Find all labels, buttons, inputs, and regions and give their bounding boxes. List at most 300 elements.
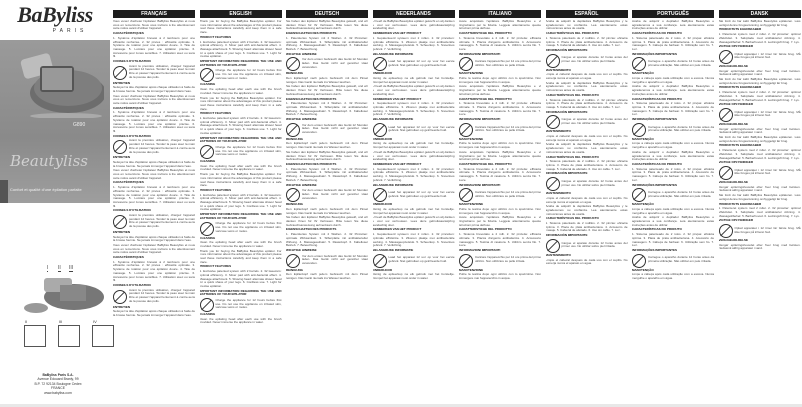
language-column — [459, 10, 541, 405]
language-heading: DANSK — [719, 10, 801, 18]
paragraph: Avant la première utilisation, chargez l'appareil pendant 12 heures. Tendez la peau avec la main libre et passez l'appareil lentement à contre-sens de la pousse des poils. — [129, 213, 195, 229]
section-heading: MANTENIMIENTO — [545, 67, 571, 72]
paragraph: Charge the appliance for 12 hours before first use. Do not use the appliance on irritated skin, varicose veins or moles. — [215, 298, 282, 310]
warning-block — [373, 254, 455, 268]
section-heading: PRODUKTETS EGENSKABER — [718, 143, 762, 148]
column-body — [286, 20, 368, 281]
prohibited-icon — [373, 57, 387, 71]
paragraph: Vor dem ersten Gebrauch das Gerät 12 Stunden laden. Das Gerät nicht auf gereizter Haut verwenden. — [302, 188, 368, 200]
paragraph: Charge the appliance for 12 hours before first use. Do not use the appliance on irritated skin, varicose veins or moles. — [215, 144, 282, 157]
section-heading: CARACTÉRISTIQUES — [113, 31, 144, 36]
prohibited-icon — [286, 123, 300, 137]
section-heading: INFORMAÇÕES IMPORTANTES — [632, 51, 677, 56]
section-heading: ONDERHOUD — [372, 202, 393, 207]
paragraph: U heeft de BaByliss Beautyliss epilator gekocht en wij danken u voor uw vertrouwen. Lees deze gebruiksaanwijzing aandachtig door. — [372, 84, 455, 96]
paragraph: Oplad apparatet i 12 timer før første brug. Må ikke bruges på irriteret hud. — [734, 167, 801, 176]
diagram-label: II — [58, 265, 61, 271]
paragraph: Limpe a cabeça após cada utilização com a escova. Nunca mergulhe o aparelho em água. — [632, 272, 714, 281]
paragraph: Acaba de adquirir o depilador BaByliss Beautyliss e agradecemos a sua confiança. Leia atentamente estas instruções antes de utilizar. — [632, 19, 714, 31]
paragraph: Clean the epilating head after each use with the brush provided. Never immerse the appliance in water. — [199, 163, 282, 172]
section-heading: VEDLIGEHOLDELSE — [718, 121, 749, 126]
paragraph: Avant la première utilisation, chargez l'appareil pendant 12 heures. Tendez la peau avec la main libre et passez l'appareil lentement à contre-sens de la pousse des poils. — [129, 63, 195, 79]
product-name: Beautyliss — [10, 152, 88, 170]
prohibited-icon — [200, 68, 214, 82]
paragraph: Limpie el cabezal después de cada uso con el cepillo. No sumerja nunca el aparato en agua. — [545, 72, 628, 81]
paragraph: Pulire la testina dopo ogni utilizzo con lo spazzolino. Non immergere mai l'apparecchio in acqua. — [459, 141, 541, 150]
section-heading: BELANGRIJKE INFORMATIE — [372, 182, 414, 187]
website-link[interactable]: www.babyliss.com — [44, 390, 72, 395]
brush-box: IV — [92, 325, 114, 347]
prohibited-icon — [200, 222, 214, 236]
paragraph: Vous venez d'acheter l'épilateur BaByliss Beautyliss et nous vous en remercions. Nous vous invitons à lire attentivement cette notice avant d'utiliser l'appareil. — [113, 168, 195, 180]
product-diagram — [22, 275, 108, 315]
paragraph: Carregue o aparelho durante 12 horas antes da primeira utilização. Não utilizar em pele irritada. — [648, 255, 714, 264]
section-heading: CARACTERÍSTICAS DEL PRODUCTO — [545, 31, 599, 36]
section-heading: INFORMAZIONI IMPORTANTI — [459, 182, 501, 187]
paragraph: Carregue o aparelho durante 12 horas antes da primeira utilização. Não utilizar em pele irritada. — [648, 59, 714, 67]
section-heading: ENTRETIEN — [113, 304, 131, 309]
section-heading: MANUTENZIONE — [459, 71, 484, 76]
section-heading: MANUTENZIONE — [459, 136, 484, 141]
prohibited-icon — [200, 145, 214, 159]
warning-block — [373, 188, 455, 202]
warning-block — [719, 50, 801, 64]
section-heading: PRODUCT FEATURES — [199, 111, 232, 116]
paragraph: Acaba de adquirir la depiladora BaByliss Beautyliss y le agradecemos su confianza. Lea atentamente estas instrucciones antes de usarla. — [545, 80, 628, 93]
paragraph: Sie haben den Epilierer BaByliss Beautyliss gekauft, und wir danken Ihnen für Ihr Vertrauen. Bitte lesen Sie diese Gebrauchsanweisung aufmerksam durch. — [286, 149, 368, 162]
section-heading: MANUTENÇÃO — [632, 71, 654, 76]
paragraph: 1. Sistema patenteado de 2 rolos. 2. 32 pinças: eficácia óptima. 3. Placa de prata antibacteriana. 4. Acessório de massagem. 5. Cabeça de barbear. 6. Utilização sem fio. 7. Luz. — [632, 101, 714, 117]
section-heading: CARACTÉRISTIQUES — [113, 255, 144, 260]
column-body — [719, 20, 801, 251]
paragraph: 1. Sistema patentado de 2 rodillos. 2. 32 pinzas: eficacia óptima. 3. Placa de plata antibacteriana. 4. Accesorio de masaje. 5. Cabezal de afeitado. 6. Uso sin cable. 7. Luz. — [545, 97, 628, 109]
paragraph: Vor dem ersten Gebrauch das Gerät 12 Stunden laden. Das Gerät nicht auf gereizter Haut verwenden. — [302, 57, 368, 69]
tagline: Confort et qualité d'une épilation parfaite — [10, 187, 82, 192]
warning-block — [200, 68, 282, 82]
prohibited-icon — [373, 123, 387, 137]
section-heading: CARACTERÍSTICAS DO PRODUTO — [632, 96, 682, 101]
paragraph: Tak fordi du har købt BaByliss Beautyliss epilatoren. Læs venligst denne brugsanvisning omhyggeligt før brug. — [718, 19, 801, 27]
paragraph: 1. Système d'épilation breveté à 2 tambours pour une efficacité renforcée. 2. 32 pinces : efficacité optimale. 3. Système de rotation pour une épilation douce. 4. Tête de massage. 5. Lumière pour une épilation précise. 6. Accessoire pour zones sensibles. 7. Utilisation avec ou sans fil. — [113, 185, 195, 208]
section-heading: PRODUKTETS EGENSKABER — [718, 85, 762, 90]
section-heading: CONSEILS D'UTILISATION — [113, 133, 151, 138]
paragraph: Laad het apparaat 12 uur op voor het eerste gebruik. Niet gebruiken op geïrriteerde huid. — [388, 190, 455, 198]
section-heading: KENMERKEN VAN HET PRODUCT — [372, 31, 422, 36]
paragraph: 1. Sistema patentado de 2 rodillos. 2. 32 pinzas: eficacia óptima. 3. Placa de plata antibacteriana. 4. Accesorio de masaje. 5. Cabezal de afeitado. 6. Uso sin cable. 7. Luz. — [545, 35, 628, 48]
paragraph: 1. Patentiertes System mit 2 Walzen. 2. 32 Pinzetten: optimale Wirksamkeit. 3. Silberplatte mit antibakterieller Wirkung. 4. Massageaufsatz. 5. Rasierkopf. 6. Kabelloser Betrieb. 7. Beleuchtung. — [286, 35, 368, 51]
section-heading: BELANGRIJKE INFORMATIE — [372, 51, 414, 56]
paragraph: 1. Exclusive patented system with 2 barrels. 2. 32 tweezers: optimal efficiency. 3. Silver pad with anti-bacterial effect. 4. Massage attachment. 5. Shaving head: alternate shaver head for a quick shave of your legs. 6. Cordless use. 7. Light for precise epilation. — [199, 39, 282, 59]
warning-block — [459, 123, 541, 137]
paragraph: U heeft de BaByliss Beautyliss epilator gekocht en wij danken u voor uw vertrouwen. Lees deze gebruiksaanwijzing aandachtig door. — [372, 215, 455, 227]
paragraph: 1. Sistema brevettato a 2 rulli. 2. 32 pinzette: efficacia ottimale. 3. Placca d'argento antibatterica. 4. Accessorio massaggio. 5. Testina di rasatura. 6. Utilizzo senza filo. 7. Luce. — [459, 232, 541, 248]
side-accent — [0, 180, 8, 203]
column-body — [632, 20, 714, 281]
warning-block — [459, 188, 541, 202]
section-heading: PRODUKTETS EGENSKABER — [718, 201, 762, 206]
paragraph: Rengør epileringshovedet efter hver brug med børsten. Nedsænk aldrig apparatet i vand. — [718, 184, 801, 193]
paragraph: Limpie el cabezal después de cada uso con el cepillo. No sumerja nunca el aparato en agua. — [545, 257, 628, 266]
paragraph: Tak fordi du har købt BaByliss Beautyliss epilatoren. Læs venligst denne brugsanvisning omhyggeligt før brug. — [718, 193, 801, 201]
paragraph: Avant la première utilisation, chargez l'appareil pendant 12 heures. Tendez la peau avec la main libre et passez l'appareil lentement à contre-sens de la pousse des poils. — [129, 138, 195, 154]
paragraph: Nettoyez la tête d'épilation après chaque utilisation à l'aide de la brosse fournie. Ne jamais immerger l'appareil dans l'eau. — [113, 309, 195, 317]
warning-block — [373, 57, 455, 71]
prohibited-icon — [719, 224, 733, 238]
warning-block — [546, 239, 628, 253]
paragraph: Oplad apparatet i 12 timer før første brug. Må ikke bruges på irriteret hud. — [734, 51, 801, 60]
company-address: BaByliss Paris S.A. Avenue Edouard Branly, 99 B.P. 72 92134 Boulogne Cedex FRANCE www.babyliss.com — [10, 373, 106, 395]
section-heading: EIGENSCHAFTEN DES PRODUKTS — [286, 31, 337, 36]
paragraph: Avete acquistato l'epilatore BaByliss Beautyliss e vi ringraziamo per la fiducia. Leggete attentamente queste istruzioni prima dell'uso. — [459, 149, 541, 162]
paragraph: 1. Sistema patentado de 2 rodillos. 2. 32 pinzas: eficacia óptima. 3. Placa de plata antibacteriana. 4. Accesorio de masaje. 5. Cabezal de afeitado. 6. Uso sin cable. 7. Luz. — [545, 221, 628, 233]
paragraph: Nettoyez la tête d'épilation après chaque utilisation à l'aide de la brosse fournie. Ne jamais immerger l'appareil dans l'eau. — [113, 85, 195, 93]
section-heading: CARACTERÍSTICAS DEL PRODUCTO — [545, 92, 599, 97]
warning-block — [632, 57, 714, 71]
paragraph: Acaba de adquirir la depiladora BaByliss Beautyliss y le agradecemos su confianza. Lea atentamente estas instrucciones antes de usarla. — [545, 142, 628, 154]
section-heading: CONSEILS D'UTILISATION — [113, 59, 151, 64]
paragraph: 1. Patenteret system med 2 ruller. 2. 32 pincetter: optimal effektivitet. 3. Sølvplade med antibakteriel virkning. 4. Massagetilbehør. 5. Barberhoved. 6. Ledningsfri brug. 7. Lys. — [718, 148, 801, 160]
language-heading: ESPAÑOL — [546, 10, 628, 18]
warning-block — [113, 289, 195, 305]
section-heading: MANUTENÇÃO — [632, 136, 654, 141]
prohibited-icon — [546, 115, 560, 129]
warning-block — [719, 166, 801, 180]
prohibited-icon — [286, 57, 300, 71]
section-heading: MANUTENÇÃO — [632, 267, 654, 272]
paragraph: Cargue el aparato durante 12 horas antes del primer uso. No utilizar sobre piel irritada. — [561, 55, 628, 64]
prohibited-icon — [459, 188, 473, 202]
paragraph: 1. Exclusive patented system with 2 barrels. 2. 32 tweezers: optimal efficiency. 3. Silver pad with anti-bacterial effect. 4. Massage attachment. 5. Shaving head: alternate shaver head for a quick shave of your legs. 6. Cordless use. 7. Light for precise epilation. — [199, 192, 282, 212]
section-heading: VEDLIGEHOLDELSE — [718, 63, 749, 68]
section-heading: REINIGUNG — [286, 71, 304, 76]
section-heading: MANUTENÇÃO — [632, 202, 654, 207]
paragraph: Caricare l'apparecchio per 12 ore prima del primo utilizzo. Non utilizzare su pelle irritata. — [475, 124, 541, 133]
column-body — [113, 20, 195, 318]
prohibited-icon — [286, 188, 300, 202]
section-heading: WICHTIGE HINWEISE — [286, 247, 317, 252]
paragraph: Reinig de epileerkop na elk gebruik met het borsteltje. Dompel het apparaat nooit onder in water. — [372, 272, 455, 281]
prohibited-icon — [373, 254, 387, 268]
language-column — [546, 10, 628, 405]
prohibited-icon — [113, 66, 127, 80]
section-heading: CLEANING — [199, 158, 216, 163]
paragraph: Clean the epilating head after each use with the brush provided. Never immerse the appliance in water. — [199, 87, 282, 95]
section-heading: VEDLIGEHOLDELSE — [718, 179, 749, 184]
section-heading: INFORMACIÓN IMPORTANTE — [545, 171, 588, 176]
language-column — [719, 10, 801, 405]
paragraph: Thank you for buying the BaByliss Beautyliss epilator. For more information about the advantages of this product please read these instructions carefully and keep them in a safe place. — [199, 19, 282, 35]
section-heading: CLEANING — [199, 235, 216, 240]
section-heading: ENTRETIEN — [113, 155, 131, 160]
prohibited-icon — [459, 123, 473, 137]
paragraph: Laad het apparaat 12 uur op voor het eerste gebruik. Niet gebruiken op geïrriteerde huid. — [388, 255, 455, 264]
prohibited-icon — [200, 298, 214, 312]
section-heading: CARACTERÍSTICAS DO PRODUTO — [632, 227, 682, 232]
section-heading: IMPORTANT INFORMATION REGARDING THE USE AND BATTERIES OF YOUR EPILATOR — [199, 59, 282, 67]
warning-block — [113, 214, 195, 230]
section-heading: VEDLIGEHOLDELSE — [718, 238, 749, 243]
section-heading: INFORMAÇÕES IMPORTANTES — [632, 182, 677, 187]
prohibited-icon — [632, 123, 646, 137]
section-heading: INFORMACIÓN IMPORTANTE — [545, 47, 588, 52]
section-heading: CARATTERISTICHE DEL PRODOTTO — [459, 31, 512, 36]
prohibited-icon — [719, 108, 733, 122]
section-heading: MANTENIMIENTO — [545, 129, 571, 134]
paragraph: 1. Patenteret system med 2 ruller. 2. 32 pincetter: optimal effektivitet. 3. Sølvplade med antibakteriel virkning. 4. Massagetilbehør. 5. Barberhoved. 6. Ledningsfri brug. 7. Lys. — [718, 206, 801, 218]
section-heading: IMPORTANT INFORMATION REGARDING THE USE AND BATTERIES OF YOUR EPILATOR — [199, 135, 282, 144]
paragraph: Avete acquistato l'epilatore BaByliss Beautyliss e vi ringraziamo per la fiducia. Leggete attentamente queste istruzioni prima dell'uso. — [459, 19, 541, 31]
paragraph: Avant la première utilisation, chargez l'appareil pendant 12 heures. Tendez la peau avec la main libre et passez l'appareil lentement à contre-sens de la pousse des poils. — [129, 287, 195, 303]
paragraph: Rengør epileringshovedet efter hver brug med børsten. Nedsænk aldrig apparatet i vand. — [718, 126, 801, 135]
charger-box: II — [24, 325, 46, 347]
warning-block — [286, 57, 368, 71]
section-heading: ONDERHOUD — [372, 71, 393, 76]
model-number: G890 — [73, 122, 86, 128]
column-body — [200, 20, 282, 325]
prohibited-icon — [632, 254, 646, 268]
paragraph: Limpie el cabezal después de cada uso con el cepillo. No sumerja nunca el aparato en agua. — [545, 195, 628, 204]
paragraph: Thank you for buying the BaByliss Beautyliss epilator. For more information about the advantages of this product please read these instructions carefully and keep them in a safe place. — [199, 248, 282, 264]
warning-block — [373, 123, 455, 137]
section-heading: VIGTIGE OPLYSNINGER — [718, 218, 754, 223]
section-heading: CARACTERÍSTICAS DEL PRODUCTO — [545, 216, 599, 221]
paragraph: Cargue el aparato durante 12 horas antes del primer uso. No utilizar sobre piel irritada. — [561, 240, 628, 249]
section-heading: KENMERKEN VAN HET PRODUCT — [372, 161, 422, 166]
paragraph: Den Epilierkopf nach jedem Gebrauch mit dem Pinsel reinigen. Das Gerät niemals ins Wasser tauchen. — [286, 76, 368, 84]
paragraph: Acaba de adquirir la depiladora BaByliss Beautyliss y le agradecemos su confianza. Lea atentamente estas instrucciones antes de usarla. — [545, 19, 628, 31]
paragraph: Pulire la testina dopo ogni utilizzo con lo spazzolino. Non immergere mai l'apparecchio in acqua. — [459, 272, 541, 281]
section-heading: REINIGUNG — [286, 202, 304, 207]
paragraph: Sie haben den Epilierer BaByliss Beautyliss gekauft, und wir danken Ihnen für Ihr Vertrauen. Bitte lesen Sie diese Gebrauchsanweisung aufmerksam durch. — [286, 84, 368, 96]
paragraph: Rengør epileringshovedet efter hver brug med børsten. Nedsænk aldrig apparatet i vand. — [718, 242, 801, 251]
paragraph: Laad het apparaat 12 uur op voor het eerste gebruik. Niet gebruiken op geïrriteerde huid. — [388, 124, 455, 133]
prohibited-icon — [459, 254, 473, 268]
warning-block — [719, 224, 801, 238]
paragraph: Pulire la testina dopo ogni utilizzo con lo spazzolino. Non immergere mai l'apparecchio in acqua. — [459, 206, 541, 215]
paragraph: Cargue el aparato durante 12 horas antes del primer uso. No utilizar sobre piel irritada. — [561, 178, 628, 187]
section-heading: INFORMAZIONI IMPORTANTI — [459, 51, 501, 56]
paragraph: Clean the epilating head after each use with the brush provided. Never immerse the appliance in water. — [199, 316, 282, 325]
prohibited-icon — [113, 140, 127, 154]
brand-subtitle: PARIS — [52, 28, 88, 34]
prohibited-icon — [632, 57, 646, 71]
paragraph: Cargue el aparato durante 12 horas antes del primer uso. No utilizar sobre piel irritada. — [561, 117, 628, 125]
paragraph: 1. Patentiertes System mit 2 Walzen. 2. 32 Pinzetten: optimale Wirksamkeit. 3. Silberplatte mit antibakterieller Wirkung. 4. Massageaufsatz. 5. Rasierkopf. 6. Kabelloser Betrieb. 7. Beleuchtung. — [286, 101, 368, 117]
paragraph: Sie haben den Epilierer BaByliss Beautyliss gekauft, und wir danken Ihnen für Ihr Vertrauen. Bitte lesen Sie diese Gebrauchsanweisung aufmerksam durch. — [286, 215, 368, 227]
language-column — [113, 10, 195, 405]
section-heading: MANUTENZIONE — [459, 267, 484, 272]
warning-block — [113, 65, 195, 81]
paragraph: Vous venez d'acheter l'épilateur BaByliss Beautyliss et nous vous en remercions. Nous vous invitons à lire attentivement cette notice avant d'utiliser l'appareil. — [113, 93, 195, 106]
paragraph: Den Epilierkopf nach jedem Gebrauch mit dem Pinsel reinigen. Das Gerät niemals ins Wasser tauchen. — [286, 206, 368, 215]
language-column — [373, 10, 455, 405]
prohibited-icon — [459, 57, 473, 71]
section-heading: CARACTÉRISTIQUES — [113, 180, 144, 185]
column-body — [546, 20, 628, 266]
paragraph: Clean the epilating head after each use with the brush provided. Never immerse the appliance in water. — [199, 240, 282, 248]
section-heading: VIGTIGE OPLYSNINGER — [718, 44, 754, 49]
paragraph: Reinig de epileerkop na elk gebruik met het borsteltje. Dompel het apparaat nooit onder in water. — [372, 206, 455, 215]
section-heading: INFORMAÇÕES IMPORTANTES — [632, 247, 677, 252]
paragraph: Avete acquistato l'epilatore BaByliss Beautyliss e vi ringraziamo per la fiducia. Leggete attentamente queste istruzioni prima dell'uso. — [459, 215, 541, 227]
paragraph: Carregue o aparelho durante 12 horas antes da primeira utilização. Não utilizar em pele irritada. — [648, 124, 714, 133]
column-body — [373, 20, 455, 281]
language-column — [286, 10, 368, 405]
column-body — [459, 20, 541, 281]
paragraph: 1. Gepatenteerd systeem met 2 rollen. 2. 32 pincetten: optimale efficiëntie. 3. Zilveren plaatje met antibacteriële werking. 4. Massageopzetstuk. 5. Scheerkop. 6. Snoerloos gebruik. 7. Verlichting. — [372, 166, 455, 182]
section-heading: PRODUCT FEATURES — [199, 34, 232, 39]
section-heading: WICHTIGE HINWEISE — [286, 51, 317, 56]
paragraph: Caricare l'apparecchio per 12 ore prima del primo utilizzo. Non utilizzare su pelle irritata. — [475, 59, 541, 67]
diagram-label: I — [47, 265, 49, 271]
paragraph: Oplad apparatet i 12 timer før første brug. Må ikke bruges på irriteret hud. — [734, 225, 801, 234]
warning-block — [459, 254, 541, 268]
paragraph: 1. Sistema patenteado de 2 rolos. 2. 32 pinças: eficácia óptima. 3. Placa de prata antibacteriana. 4. Acessório de massagem. 5. Cabeça de barbear. 6. Utilização sem fio. 7. Luz. — [632, 35, 714, 51]
paragraph: 1. Système d'épilation breveté à 2 tambours pour une efficacité renforcée. 2. 32 pinces : efficacité optimale. 3. Système de rotation pour une épilation douce. 4. Tête de massage. 5. Lumière pour une épilation précise. 6. Accessoire pour zones sensibles. 7. Utilisation avec ou sans fil. — [113, 110, 195, 133]
paragraph: Nettoyez la tête d'épilation après chaque utilisation à l'aide de la brosse fournie. Ne jamais immerger l'appareil dans l'eau. — [113, 159, 195, 168]
warning-block — [113, 139, 195, 155]
prohibited-icon — [286, 254, 300, 268]
warning-block — [200, 145, 282, 159]
paragraph: Charge the appliance for 12 hours before first use. Do not use the appliance on irritated skin, varicose veins or moles. — [215, 221, 282, 233]
paragraph: Caricare l'apparecchio per 12 ore prima del primo utilizzo. Non utilizzare su pelle irritata. — [475, 190, 541, 198]
section-heading: CARATTERISTICHE DEL PRODOTTO — [459, 96, 512, 101]
section-heading: CONSEILS D'UTILISATION — [113, 208, 151, 213]
section-heading: CLEANING — [199, 312, 216, 317]
paragraph: 1. Système d'épilation breveté à 2 tambours pour une efficacité renforcée. 2. 32 pinces : efficacité optimale. 3. Système de rotation pour une épilation douce. 4. Tête de massage. 5. Lumière pour une épilation précise. 6. Accessoire pour zones sensibles. 7. Utilisation avec ou sans fil. — [113, 259, 195, 283]
section-heading: PRODUKTETS EGENSKABER — [718, 27, 762, 32]
paragraph: 1. Sistema brevettato a 2 rulli. 2. 32 pinzette: efficacia ottimale. 3. Placca d'argento antibatterica. 4. Accessorio massaggio. 5. Testina di rasatura. 6. Utilizzo senza filo. 7. Luce. — [459, 35, 541, 51]
brand-logo — [6, 2, 104, 34]
epilator-image — [18, 48, 104, 118]
paragraph: Tak fordi du har købt BaByliss Beautyliss epilatoren. Læs venligst denne brugsanvisning omhyggeligt før brug. — [718, 77, 801, 85]
paragraph: Vous venez d'acheter l'épilateur BaByliss Beautyliss et nous vous en remercions. Nous vous invitons à lire attentivement cette notice avant d'utiliser l'appareil. — [113, 242, 195, 255]
section-heading: CARATTERISTICHE DEL PRODOTTO — [459, 227, 512, 232]
paragraph: Vor dem ersten Gebrauch das Gerät 12 Stunden laden. Das Gerät nicht auf gereizter Haut verwenden. — [302, 253, 368, 265]
paragraph: 1. Sistema patenteado de 2 rolos. 2. 32 pinças: eficácia óptima. 3. Placa de prata antibacteriana. 4. Acessório de massagem. 5. Cabeça de barbear. 6. Utilização sem fio. 7. Luz. — [632, 232, 714, 248]
section-heading: CARATTERISTICHE DEL PRODOTTO — [459, 161, 512, 166]
paragraph: Caricare l'apparecchio per 12 ore prima del primo utilizzo. Non utilizzare su pelle irritata. — [475, 255, 541, 264]
paragraph: Rengør epileringshovedet efter hver brug med børsten. Nedsænk aldrig apparatet i vand. — [718, 68, 801, 77]
diagram-label: III — [69, 265, 74, 271]
section-heading: REINIGUNG — [286, 267, 304, 272]
section-heading: EIGENSCHAFTEN DES PRODUKTS — [286, 96, 337, 101]
section-heading: IMPORTANT INFORMATION REGARDING THE USE AND BATTERIES OF YOUR EPILATOR — [199, 288, 282, 297]
paragraph: Avete acquistato l'epilatore BaByliss Beautyliss e vi ringraziamo per la fiducia. Leggete attentamente queste istruzioni prima dell'uso. — [459, 84, 541, 96]
prohibited-icon — [113, 215, 127, 229]
paragraph: Den Epilierkopf nach jedem Gebrauch mit dem Pinsel reinigen. Das Gerät niemals ins Wasser tauchen. — [286, 272, 368, 281]
paragraph: 1. Patenteret system med 2 ruller. 2. 32 pincetter: optimal effektivitet. 3. Sølvplade med antibakteriel virkning. 4. Massagetilbehør. 5. Barberhoved. 6. Ledningsfri brug. 7. Lys. — [718, 90, 801, 102]
section-heading: EIGENSCHAFTEN DES PRODUKTS — [286, 161, 337, 166]
paragraph: 1. Sistema brevettato a 2 rulli. 2. 32 pinzette: efficacia ottimale. 3. Placca d'argento antibatterica. 4. Accessorio massaggio. 5. Testina di rasatura. 6. Utilizzo senza filo. 7. Luce. — [459, 166, 541, 182]
paragraph: Reinig de epileerkop na elk gebruik met het borsteltje. Dompel het apparaat nooit onder in water. — [372, 141, 455, 150]
paragraph: Vous venez d'acheter l'épilateur BaByliss Beautyliss et nous vous en remercions. Nous vous invitons à lire attentivement cette notice avant d'utiliser l'appareil. — [113, 19, 195, 31]
section-heading: INFORMAÇÕES IMPORTANTES — [632, 117, 677, 122]
accessory-boxes — [24, 319, 114, 347]
warning-block — [632, 188, 714, 202]
section-heading: IMPORTANT INFORMATION REGARDING THE USE AND BATTERIES OF YOUR EPILATOR — [199, 212, 282, 220]
language-heading: ENGLISH — [200, 10, 282, 18]
paragraph: Thank you for buying the BaByliss Beautyliss epilator. For more information about the advantages of this product please read these instructions carefully and keep them in a safe place. — [199, 95, 282, 111]
cover-photo — [0, 40, 110, 203]
paragraph: Nettoyez la tête d'épilation après chaque utilisation à l'aide de la brosse fournie. Ne jamais immerger l'appareil dans l'eau. — [113, 234, 195, 243]
section-heading: CARACTERÍSTICAS DO PRODUTO — [632, 31, 682, 36]
prohibited-icon — [546, 177, 560, 191]
prohibited-icon — [113, 290, 127, 304]
section-heading: WICHTIGE HINWEISE — [286, 182, 317, 187]
section-heading: PRODUCT FEATURES — [199, 264, 232, 269]
warning-block — [546, 177, 628, 191]
section-heading: PRODUCT FEATURES — [199, 187, 232, 192]
paragraph: Pulire la testina dopo ogni utilizzo con lo spazzolino. Non immergere mai l'apparecchio in acqua. — [459, 76, 541, 84]
section-heading: INFORMAZIONI IMPORTANTI — [459, 247, 501, 252]
paragraph: 1. Gepatenteerd systeem met 2 rollen. 2. 32 pincetten: optimale efficiëntie. 3. Zilveren plaatje met antibacteriële werking. 4. Massageopzetstuk. 5. Scheerkop. 6. Snoerloos gebruik. 7. Verlichting. — [372, 232, 455, 248]
warning-block — [200, 222, 282, 236]
prohibited-icon — [546, 54, 560, 68]
paragraph: 1. Exclusive patented system with 2 barrels. 2. 32 tweezers: optimal efficiency. 3. Silver pad with anti-bacterial effect. 4. Massage attachment. 5. Shaving head: alternate shaver head for a quick shave of your legs. 6. Cordless use. 7. Light for precise epilation. — [199, 116, 282, 135]
paragraph: U heeft de BaByliss Beautyliss epilator gekocht en wij danken u voor uw vertrouwen. Lees deze gebruiksaanwijzing aandachtig door. — [372, 149, 455, 162]
paragraph: Acaba de adquirir la depiladora BaByliss Beautyliss y le agradecemos su confianza. Lea atentamente estas instrucciones antes de usarla. — [545, 204, 628, 216]
brand-name: BaByliss — [17, 2, 93, 27]
language-heading: FRANÇAIS — [113, 10, 195, 18]
paragraph: 1. Sistema patenteado de 2 rolos. 2. 32 pinças: eficácia óptima. 3. Placa de prata antibacteriana. 4. Acessório de massagem. 5. Cabeça de barbear. 6. Utilização sem fio. 7. Luz. — [632, 166, 714, 182]
prohibited-icon — [719, 166, 733, 180]
section-heading: EIGENSCHAFTEN DES PRODUKTS — [286, 227, 337, 232]
paragraph: 1. Exclusive patented system with 2 barrels. 2. 32 tweezers: optimal efficiency. 3. Silver pad with anti-bacterial effect. 4. Massage attachment. 5. Shaving head: alternate shaver head for a quick shave of your legs. 6. Cordless use. 7. Light for precise epilation. — [199, 269, 282, 288]
section-heading: VIGTIGE OPLYSNINGER — [718, 160, 754, 165]
paragraph: U heeft de BaByliss Beautyliss epilator gekocht en wij danken u voor uw vertrouwen. Lees deze gebruiksaanwijzing aandachtig door. — [372, 19, 455, 31]
warning-block — [632, 254, 714, 268]
section-heading: ONDERHOUD — [372, 136, 393, 141]
section-heading: KENMERKEN VAN HET PRODUCT — [372, 227, 422, 232]
language-heading: PORTUGUÊS — [632, 10, 714, 18]
paragraph: Acaba de adquirir o depilador BaByliss Beautyliss e agradecemos a sua confiança. Leia atentamente estas instruções antes de utilizar. — [632, 149, 714, 162]
section-heading: ENTRETIEN — [113, 80, 131, 85]
language-heading: NEDERLANDS — [373, 10, 455, 18]
section-heading: INFORMACIÓN IMPORTANTE — [545, 233, 588, 238]
section-heading: KENMERKEN VAN HET PRODUCT — [372, 96, 422, 101]
paragraph: Reinig de epileerkop na elk gebruik met het borsteltje. Dompel het apparaat nooit onder in water. — [372, 76, 455, 84]
section-heading: BELANGRIJKE INFORMATIE — [372, 247, 414, 252]
paragraph: Limpie el cabezal después de cada uso con el cepillo. No sumerja nunca el aparato en agua. — [545, 134, 628, 142]
paragraph: Acaba de adquirir o depilador BaByliss Beautyliss e agradecemos a sua confiança. Leia atentamente estas instruções antes de utilizar. — [632, 215, 714, 227]
paragraph: 1. Sistema brevettato a 2 rulli. 2. 32 pinzette: efficacia ottimale. 3. Placca d'argento antibatterica. 4. Accessorio massaggio. 5. Testina di rasatura. 6. Utilizzo senza filo. 7. Luce. — [459, 101, 541, 117]
paragraph: 1. Système d'épilation breveté à 2 tambours pour une efficacité renforcée. 2. 32 pinces : efficacité optimale. 3. Système de rotation pour une épilation douce. 4. Tête de massage. 5. Lumière pour une épilation précise. 6. Accessoire pour zones sensibles. 7. Utilisation avec ou sans fil. — [113, 35, 195, 59]
section-heading: CLEANING — [199, 82, 216, 87]
cover-panel — [0, 0, 110, 407]
paragraph: Limpe a cabeça após cada utilização com a escova. Nunca mergulhe o aparelho em água. — [632, 206, 714, 215]
section-heading: CONSEILS D'UTILISATION — [113, 283, 151, 287]
prohibited-icon — [373, 188, 387, 202]
section-heading: CARACTERÍSTICAS DO PRODUTO — [632, 161, 682, 166]
paragraph: Den Epilierkopf nach jedem Gebrauch mit dem Pinsel reinigen. Das Gerät niemals ins Wasser tauchen. — [286, 141, 368, 150]
paragraph: 1. Patenteret system med 2 ruller. 2. 32 pincetter: optimal effektivitet. 3. Sølvplade med antibakteriel virkning. 4. Massagetilbehør. 5. Barberhoved. 6. Ledningsfri brug. 7. Lys. — [718, 32, 801, 44]
paragraph: 1. Gepatenteerd systeem met 2 rollen. 2. 32 pincetten: optimale efficiëntie. 3. Zilveren plaatje met antibacteriële werking. 4. Massageopzetstuk. 5. Scheerkop. 6. Snoerloos gebruik. 7. Verlichting. — [372, 101, 455, 117]
section-heading: INFORMACIÓN IMPORTANTE — [545, 109, 588, 114]
paragraph: Carregue o aparelho durante 12 horas antes da primeira utilização. Não utilizar em pele irritada. — [648, 190, 714, 198]
paragraph: Sie haben den Epilierer BaByliss Beautyliss gekauft, und wir danken Ihnen für Ihr Vertrauen. Bitte lesen Sie diese Gebrauchsanweisung aufmerksam durch. — [286, 19, 368, 31]
warning-block — [632, 123, 714, 137]
language-heading: DEUTSCH — [286, 10, 368, 18]
section-heading: REINIGUNG — [286, 136, 304, 141]
warning-block — [286, 254, 368, 268]
section-heading: CARACTERÍSTICAS DEL PRODUCTO — [545, 154, 599, 159]
paragraph: Acaba de adquirir o depilador BaByliss Beautyliss e agradecemos a sua confiança. Leia atentamente estas instruções antes de utilizar. — [632, 84, 714, 96]
section-heading: ENTRETIEN — [113, 229, 131, 234]
section-heading: MANTENIMIENTO — [545, 252, 571, 257]
section-heading: VIGTIGE OPLYSNINGER — [718, 102, 754, 107]
prohibited-icon — [719, 50, 733, 64]
